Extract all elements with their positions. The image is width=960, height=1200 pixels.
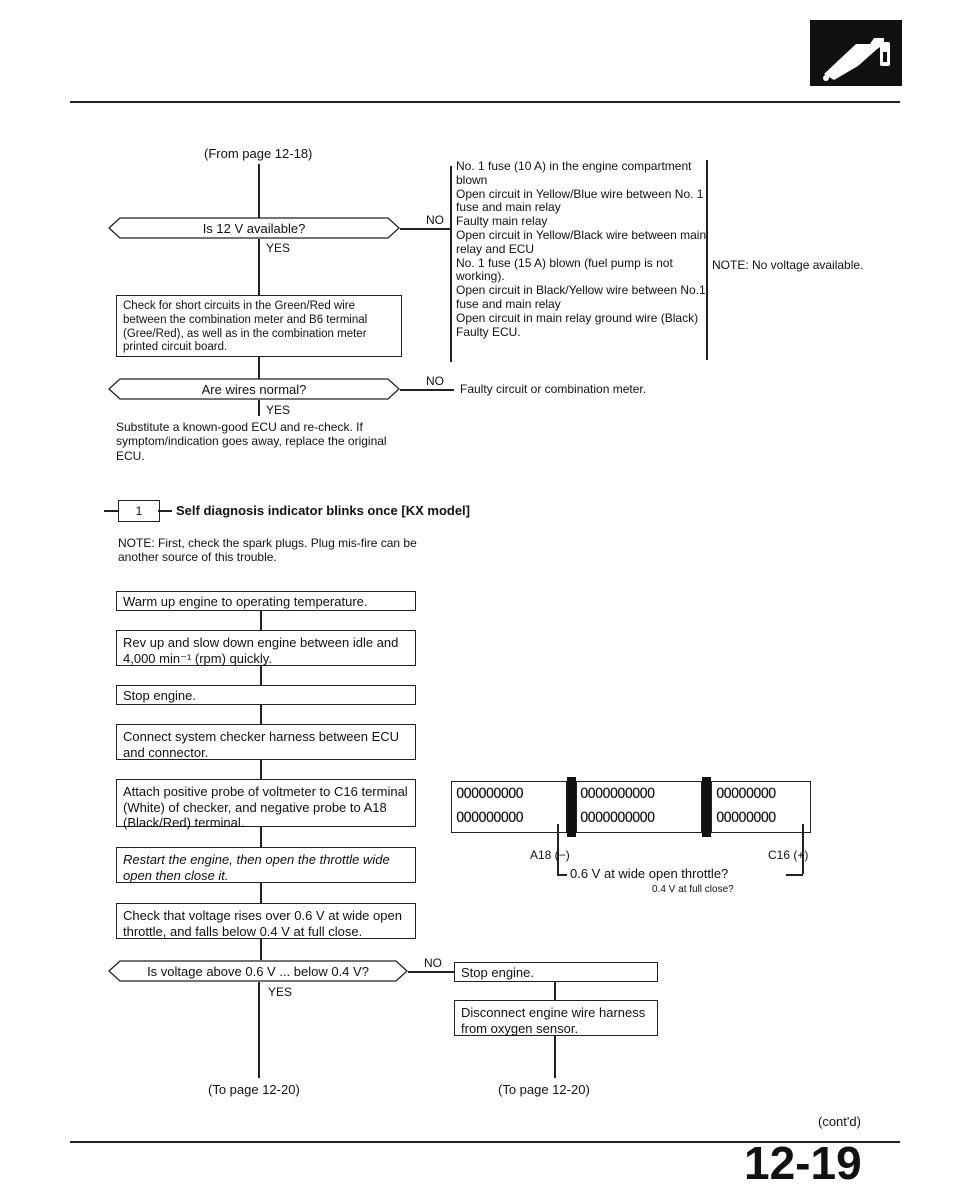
connector-pins: OOOOOOOOOO bbox=[580, 786, 655, 802]
cause-item: Open circuit in Black/Yellow wire between No.1 fuse and main relay bbox=[456, 283, 706, 311]
connector-pins: OOOOOOOOO bbox=[456, 786, 523, 802]
terminal-c16-label: C16 (+) bbox=[768, 848, 809, 862]
continued-label: (cont'd) bbox=[818, 1114, 861, 1129]
question-voltage-range: Is voltage above 0.6 V ... below 0.4 V? bbox=[108, 960, 408, 982]
q2-no-label: NO bbox=[426, 374, 444, 388]
full-close-voltage-label: 0.4 V at full close? bbox=[652, 884, 734, 895]
terminal-a18-label: A18 (−) bbox=[530, 848, 570, 862]
step-stop-engine-2: Stop engine. bbox=[454, 962, 658, 982]
right-brace bbox=[706, 160, 708, 360]
to-page-left: (To page 12-20) bbox=[208, 1082, 300, 1097]
section-number-badge: 1 bbox=[118, 500, 160, 522]
cause-item: Open circuit in main relay ground wire (Black) bbox=[456, 310, 699, 325]
connector-pins: OOOOOOOO bbox=[716, 810, 776, 826]
cause-item: Open circuit in Yellow/Black wire between main relay and ECU bbox=[456, 227, 707, 256]
q2-no-result: Faulty circuit or combination meter. bbox=[460, 382, 647, 396]
cause-item: Faulty main relay bbox=[456, 214, 548, 229]
cause-item: No. 1 fuse (10 A) in the engine compartment blown bbox=[456, 159, 692, 187]
cause-item: Faulty ECU. bbox=[456, 324, 521, 339]
cause-item: No. 1 fuse (15 A) blown (fuel pump is not working). bbox=[456, 255, 673, 284]
step-disconnect-harness: Disconnect engine wire harness from oxygen sensor. bbox=[454, 1000, 658, 1036]
step-attach-probes: Attach positive probe of voltmeter to C16 terminal (White) of checker, and negative probe to A18 (Black/Red) terminal. bbox=[116, 779, 416, 827]
note-no-voltage: NOTE: No voltage available. bbox=[712, 258, 864, 272]
connector-pins: OOOOOOOOOO bbox=[580, 810, 655, 826]
connector-pins: OOOOOOOOO bbox=[456, 810, 523, 826]
header-rule bbox=[70, 101, 900, 103]
substitute-ecu-text: Substitute a known-good ECU and re-check. If symptom/indication goes away, replace the original ECU. bbox=[116, 420, 387, 463]
step-connect-checker: Connect system checker harness between ECU and connector. bbox=[116, 724, 416, 760]
from-page-label: (From page 12-18) bbox=[204, 146, 313, 161]
q3-yes-label: YES bbox=[268, 985, 293, 999]
q1-no-label: NO bbox=[426, 213, 444, 227]
cause-item: Open circuit in Yellow/Blue wire between No. 1 fuse and main relay bbox=[456, 186, 704, 215]
q3-no-label: NO bbox=[424, 956, 442, 970]
step-restart-engine: Restart the engine, then open the throttle wide open then close it. bbox=[116, 847, 416, 883]
step-rev-up: Rev up and slow down engine between idle and 4,000 min⁻¹ (rpm) quickly. bbox=[116, 630, 416, 666]
section-title: Self diagnosis indicator blinks once [KX model] bbox=[176, 503, 470, 518]
page-number: 12-19 bbox=[744, 1137, 862, 1189]
section-note: NOTE: First, check the spark plugs. Plug mis-fire can be another source of this trouble. bbox=[118, 536, 417, 565]
q2-yes-label: YES bbox=[266, 403, 291, 417]
step-stop-engine: Stop engine. bbox=[116, 685, 416, 705]
fuel-nozzle-icon bbox=[810, 20, 902, 86]
wide-open-voltage-label: 0.6 V at wide open throttle? bbox=[570, 866, 729, 881]
connector-pins: OOOOOOOO bbox=[716, 786, 776, 802]
cause-list bbox=[456, 160, 718, 339]
question-wires-normal: Are wires normal? bbox=[108, 378, 400, 400]
to-page-right: (To page 12-20) bbox=[498, 1082, 590, 1097]
question-12v-available: Is 12 V available? bbox=[108, 217, 400, 239]
q1-yes-label: YES bbox=[266, 241, 291, 255]
step-warm-up: Warm up engine to operating temperature. bbox=[116, 591, 416, 611]
check-short-circuit-box: Check for short circuits in the Green/Red wire between the combination meter and B6 terminal (Gree/Red), as well as in the combination meter printed circuit board. bbox=[116, 295, 402, 357]
step-check-voltage: Check that voltage rises over 0.6 V at wide open throttle, and falls below 0.4 V at full close. bbox=[116, 903, 416, 939]
